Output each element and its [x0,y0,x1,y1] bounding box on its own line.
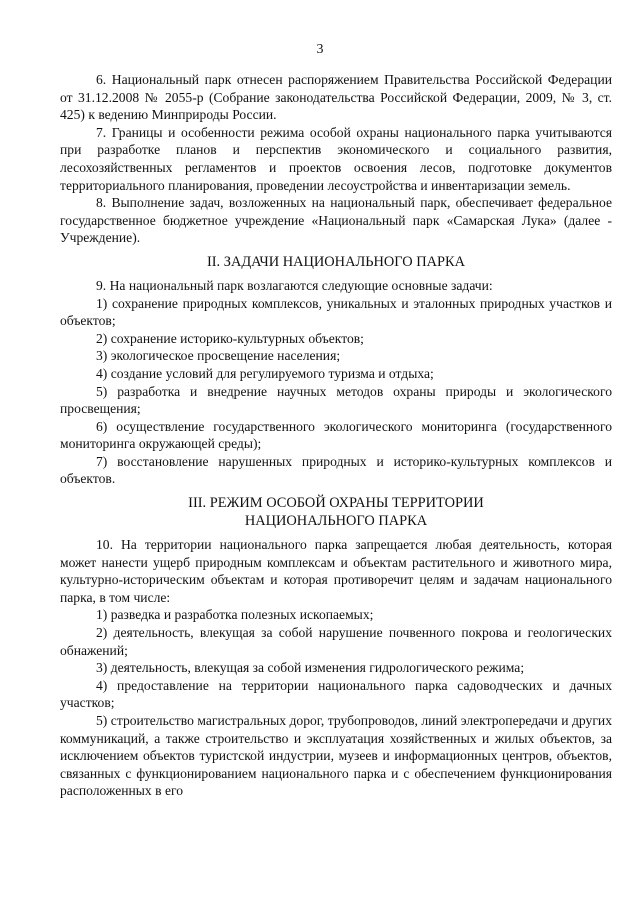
list-item: 5) разработка и внедрение научных методов охраны природы и экологического просвещения; [60,383,612,417]
section-2-heading [60,253,612,271]
list-item: 6) осуществление государственного экологического мониторинга (государственного мониторинга окружающей среды); [60,418,612,452]
list-item: 4) предоставление на территории национального парка садоводческих и дачных участков; [60,677,612,711]
list-item: 5) строительство магистральных дорог, трубопроводов, линий электропередачи и других коммуникаций, а также строительство и эксплуатация хозяйственных и жилых объектов, за исключением объектов туристской индустрии, музеев и информационных центров, объектов, связанных с функционированием национального парка и с обеспечением функционирования расположенных в его [60,713,612,799]
list-item: 7) восстановление нарушенных природных и историко-культурных комплексов и объектов. [60,453,612,487]
list-item: 2) деятельность, влекущая за собой нарушение почвенного покрова и геологических обнажений; [60,625,612,658]
list-item: 2) сохранение историко-культурных объектов; [96,330,364,346]
section-3-heading [60,494,612,530]
section-3-title-line-2: НАЦИОНАЛЬНОГО ПАРКА [244,513,428,530]
list-item: 1) разведка и разработка полезных ископаемых; [96,607,374,623]
list-item: 3) экологическое просвещение населения; [96,348,341,364]
section-3-intro: 10. На территории национального парка запрещается любая деятельность, которая может нанести ущерб природным комплексам и объектам растительного и животного мира, культурно-историческим объектам и которая противоречит целям и задачам национального парка, в том числе: [60,537,612,605]
document-body [60,71,612,800]
paragraph-8: 8. Выполнение задач, возложенных на национальный парк, обеспечивает федеральное государственное бюджетное учреждение «Национальный парк «Самарская Лука» (далее - Учреждение). [60,195,612,246]
section-3-title-line-1: III. РЕЖИМ ОСОБОЙ ОХРАНЫ ТЕРРИТОРИИ [188,495,484,512]
paragraph-7: 7. Границы и особенности режима особой охраны национального парка учитываются при разработке планов и перспектив экономического и социального развития, лесохозяйственных регламентов и проектов освоения лесов, подготовке документов территориального планирования, проведении лесоустройства и инвентаризации земель. [60,124,612,193]
paragraph-6: 6. Национальный парк отнесен распоряжением Правительства Российской Федерации от 31.12.2008 № 2055-р (Собрание законодательства Российской Федерации, 2009, № 3, ст. 425) к ведению Минприроды России. [60,72,612,123]
list-item: 4) создание условий для регулируемого туризма и отдыха; [96,365,434,381]
section-2-intro: 9. На национальный парк возлагаются следующие основные задачи: [96,277,493,293]
page-number: 3 [316,42,324,57]
list-item: 3) деятельность, влекущая за собой изменения гидрологического режима; [96,660,525,676]
list-item: 1) сохранение природных комплексов, уникальных и эталонных природных участков и объектов; [60,295,612,329]
section-2-title: II. ЗАДАЧИ НАЦИОНАЛЬНОГО ПАРКА [206,253,466,270]
